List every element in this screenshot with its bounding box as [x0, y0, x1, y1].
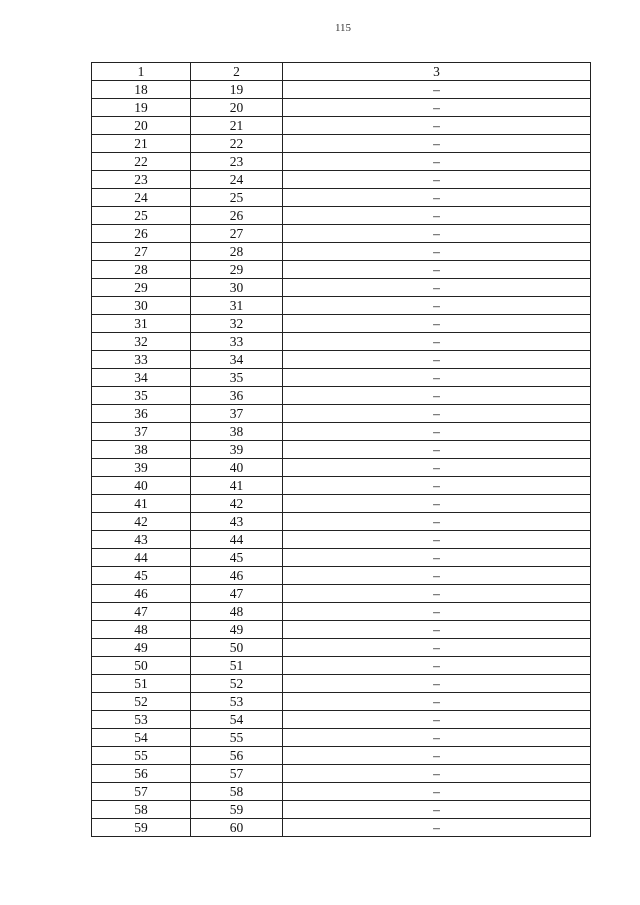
table-row	[92, 729, 591, 747]
table-cell-col-2: 27	[191, 225, 283, 243]
table-row	[92, 279, 591, 297]
table-cell-col-2: 36	[191, 387, 283, 405]
table-row	[92, 135, 591, 153]
table-cell-col-2: 60	[191, 819, 283, 837]
table-row	[92, 477, 591, 495]
table-cell-col-3: –	[283, 711, 591, 729]
table-row	[92, 585, 591, 603]
table-cell-col-3: –	[283, 243, 591, 261]
column-header-2: 2	[191, 63, 283, 81]
table-cell-col-3: –	[283, 801, 591, 819]
table-cell-col-1: 28	[92, 261, 191, 279]
table-cell-col-3: –	[283, 621, 591, 639]
table-row	[92, 171, 591, 189]
table-cell-col-2: 51	[191, 657, 283, 675]
table-cell-col-2: 29	[191, 261, 283, 279]
table-row	[92, 567, 591, 585]
table-cell-col-1: 32	[92, 333, 191, 351]
table-cell-col-1: 59	[92, 819, 191, 837]
table-cell-col-2: 46	[191, 567, 283, 585]
table-cell-col-2: 37	[191, 405, 283, 423]
table-row	[92, 153, 591, 171]
table-cell-col-3: –	[283, 477, 591, 495]
table-cell-col-2: 49	[191, 621, 283, 639]
table-row	[92, 801, 591, 819]
table-cell-col-3: –	[283, 279, 591, 297]
table-cell-col-2: 45	[191, 549, 283, 567]
table-cell-col-1: 46	[92, 585, 191, 603]
table-cell-col-2: 25	[191, 189, 283, 207]
table-cell-col-3: –	[283, 207, 591, 225]
table-cell-col-1: 24	[92, 189, 191, 207]
table-row	[92, 657, 591, 675]
table-cell-col-2: 22	[191, 135, 283, 153]
table-cell-col-1: 39	[92, 459, 191, 477]
table-cell-col-3: –	[283, 261, 591, 279]
table-row	[92, 225, 591, 243]
table-row	[92, 459, 591, 477]
table-cell-col-3: –	[283, 657, 591, 675]
table-cell-col-1: 41	[92, 495, 191, 513]
table-row	[92, 387, 591, 405]
table-cell-col-2: 47	[191, 585, 283, 603]
table-row	[92, 513, 591, 531]
table-cell-col-1: 18	[92, 81, 191, 99]
table-row	[92, 675, 591, 693]
table-cell-col-3: –	[283, 765, 591, 783]
table-cell-col-2: 58	[191, 783, 283, 801]
table-cell-col-2: 31	[191, 297, 283, 315]
table-cell-col-1: 36	[92, 405, 191, 423]
table-cell-col-1: 56	[92, 765, 191, 783]
table-cell-col-2: 42	[191, 495, 283, 513]
table-row	[92, 297, 591, 315]
table-row	[92, 783, 591, 801]
table-row	[92, 765, 591, 783]
table-cell-col-1: 44	[92, 549, 191, 567]
table-cell-col-1: 42	[92, 513, 191, 531]
table-row	[92, 405, 591, 423]
table-cell-col-2: 28	[191, 243, 283, 261]
table-cell-col-3: –	[283, 747, 591, 765]
table-row	[92, 99, 591, 117]
table-cell-col-2: 40	[191, 459, 283, 477]
table-cell-col-2: 52	[191, 675, 283, 693]
table-cell-col-3: –	[283, 405, 591, 423]
table-cell-col-1: 35	[92, 387, 191, 405]
page-number: 115	[334, 22, 352, 34]
table-cell-col-3: –	[283, 693, 591, 711]
table-cell-col-2: 56	[191, 747, 283, 765]
table-row	[92, 603, 591, 621]
table-cell-col-1: 51	[92, 675, 191, 693]
table-cell-col-2: 41	[191, 477, 283, 495]
table-cell-col-1: 37	[92, 423, 191, 441]
table-cell-col-1: 19	[92, 99, 191, 117]
table-cell-col-2: 19	[191, 81, 283, 99]
table-cell-col-1: 53	[92, 711, 191, 729]
table-cell-col-2: 48	[191, 603, 283, 621]
table-cell-col-3: –	[283, 153, 591, 171]
table-cell-col-2: 59	[191, 801, 283, 819]
column-header-1: 1	[92, 63, 191, 81]
table-row	[92, 369, 591, 387]
table-cell-col-1: 34	[92, 369, 191, 387]
table-cell-col-1: 22	[92, 153, 191, 171]
table-row	[92, 207, 591, 225]
table-row	[92, 189, 591, 207]
table-cell-col-1: 58	[92, 801, 191, 819]
table-row	[92, 81, 591, 99]
table-body	[92, 81, 591, 837]
table-cell-col-2: 23	[191, 153, 283, 171]
table-cell-col-2: 57	[191, 765, 283, 783]
table-cell-col-3: –	[283, 549, 591, 567]
table-cell-col-3: –	[283, 675, 591, 693]
table-cell-col-3: –	[283, 459, 591, 477]
table-row	[92, 693, 591, 711]
table-cell-col-1: 48	[92, 621, 191, 639]
table-cell-col-3: –	[283, 585, 591, 603]
table-row	[92, 621, 591, 639]
table-cell-col-2: 53	[191, 693, 283, 711]
table-cell-col-2: 21	[191, 117, 283, 135]
table-cell-col-3: –	[283, 513, 591, 531]
table-cell-col-2: 38	[191, 423, 283, 441]
table-cell-col-2: 34	[191, 351, 283, 369]
table-cell-col-3: –	[283, 603, 591, 621]
table-cell-col-2: 54	[191, 711, 283, 729]
table-cell-col-1: 50	[92, 657, 191, 675]
table-row	[92, 351, 591, 369]
table-cell-col-1: 23	[92, 171, 191, 189]
table-cell-col-3: –	[283, 819, 591, 837]
table-row	[92, 423, 591, 441]
table-cell-col-1: 49	[92, 639, 191, 657]
table-cell-col-1: 55	[92, 747, 191, 765]
table-cell-col-3: –	[283, 495, 591, 513]
table-cell-col-3: –	[283, 423, 591, 441]
table-cell-col-1: 40	[92, 477, 191, 495]
table-cell-col-3: –	[283, 135, 591, 153]
table-cell-col-1: 52	[92, 693, 191, 711]
table-cell-col-3: –	[283, 783, 591, 801]
table-cell-col-3: –	[283, 369, 591, 387]
table-cell-col-1: 26	[92, 225, 191, 243]
table-row	[92, 747, 591, 765]
table-cell-col-3: –	[283, 441, 591, 459]
table-cell-col-1: 21	[92, 135, 191, 153]
table-row	[92, 639, 591, 657]
table-cell-col-3: –	[283, 81, 591, 99]
table-row	[92, 441, 591, 459]
table-cell-col-3: –	[283, 387, 591, 405]
table-cell-col-3: –	[283, 351, 591, 369]
table-cell-col-2: 43	[191, 513, 283, 531]
table-row	[92, 243, 591, 261]
table-cell-col-2: 50	[191, 639, 283, 657]
table-cell-col-1: 38	[92, 441, 191, 459]
column-header-3: 3	[283, 63, 591, 81]
table-cell-col-1: 33	[92, 351, 191, 369]
table-cell-col-3: –	[283, 225, 591, 243]
table-cell-col-1: 25	[92, 207, 191, 225]
data-table	[91, 62, 591, 837]
table-cell-col-1: 45	[92, 567, 191, 585]
table-cell-col-3: –	[283, 99, 591, 117]
table-row	[92, 531, 591, 549]
table-cell-col-2: 30	[191, 279, 283, 297]
table-row	[92, 819, 591, 837]
table-row	[92, 711, 591, 729]
table-cell-col-3: –	[283, 189, 591, 207]
table-row	[92, 117, 591, 135]
table-cell-col-1: 54	[92, 729, 191, 747]
table-row	[92, 549, 591, 567]
table-cell-col-1: 47	[92, 603, 191, 621]
table-cell-col-3: –	[283, 639, 591, 657]
table-cell-col-1: 31	[92, 315, 191, 333]
table-cell-col-1: 29	[92, 279, 191, 297]
table-row	[92, 495, 591, 513]
table-header-row	[92, 63, 591, 81]
table-cell-col-1: 30	[92, 297, 191, 315]
table-cell-col-3: –	[283, 315, 591, 333]
table-cell-col-1: 20	[92, 117, 191, 135]
table-cell-col-2: 44	[191, 531, 283, 549]
table-cell-col-2: 39	[191, 441, 283, 459]
table-cell-col-1: 43	[92, 531, 191, 549]
table-cell-col-3: –	[283, 333, 591, 351]
table-cell-col-2: 26	[191, 207, 283, 225]
table-cell-col-3: –	[283, 531, 591, 549]
table-cell-col-2: 24	[191, 171, 283, 189]
table-row	[92, 315, 591, 333]
table-cell-col-1: 27	[92, 243, 191, 261]
table-cell-col-2: 20	[191, 99, 283, 117]
table-cell-col-3: –	[283, 567, 591, 585]
table-cell-col-3: –	[283, 117, 591, 135]
table-cell-col-1: 57	[92, 783, 191, 801]
table-row	[92, 261, 591, 279]
table-cell-col-2: 55	[191, 729, 283, 747]
table-row	[92, 333, 591, 351]
table-cell-col-3: –	[283, 729, 591, 747]
table-cell-col-2: 32	[191, 315, 283, 333]
table-cell-col-2: 33	[191, 333, 283, 351]
table-cell-col-3: –	[283, 171, 591, 189]
table-cell-col-3: –	[283, 297, 591, 315]
table-cell-col-2: 35	[191, 369, 283, 387]
